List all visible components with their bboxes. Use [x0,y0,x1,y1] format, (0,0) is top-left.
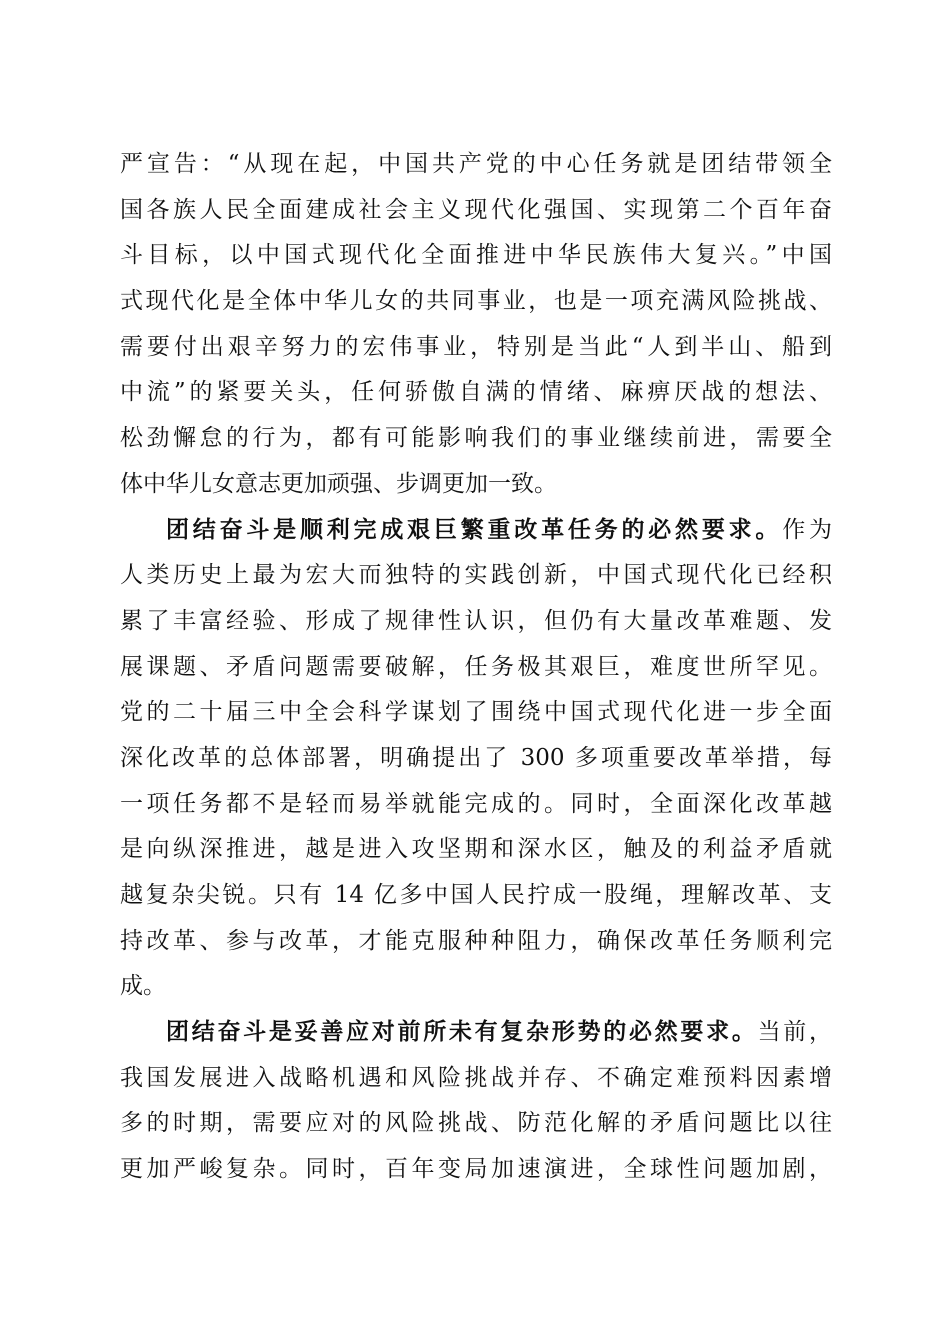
text-line: 越复杂尖锐。只有 14 亿多中国人民拧成一股绳，理解改革、支 [120,882,832,908]
text-line: 深化改革的总体部署，明确提出了 300 多项重要改革举措，每 [120,744,832,771]
text-line: 展课题、矛盾问题需要破解，任务极其艰巨，难度世所罕见。 [120,653,832,680]
text-line: 多的时期，需要应对的风险挑战、防范化解的矛盾问题比以往 [120,1110,832,1137]
paragraph-first-line [120,1010,832,1056]
text-line: 持改革、参与改革，才能克服种种阻力，确保改革任务顺利完 [120,927,832,954]
paragraph-1 [120,142,832,508]
text-line: 党的二十届三中全会科学谋划了围绕中国式现代化进一步全面 [120,699,832,726]
text-run: 作为 [782,516,833,543]
paragraph-heading: 团结奋斗是顺利完成艰巨繁重改革任务的必然要求。 [166,516,783,543]
text-line: 松劲懈怠的行为，都有可能影响我们的事业继续前进，需要全 [120,425,832,452]
text-line: 成。 [120,973,166,1000]
text-line: 累了丰富经验、形成了规律性认识，但仍有大量改革难题、发 [120,607,832,634]
text-line: 是向纵深推进，越是进入攻坚期和深水区，触及的利益矛盾就 [120,836,832,863]
text-line: 更加严峻复杂。同时，百年变局加速演进，全球性问题加剧， [120,1156,832,1183]
text-line: 一项任务都不是轻而易举就能完成的。同时，全面深化改革越 [120,790,832,817]
paragraph-2 [120,508,832,1011]
text-line: 式现代化是全体中华儿女的共同事业，也是一项充满风险挑战、 [120,288,832,315]
text-line: 斗目标，以中国式现代化全面推进中华民族伟大复兴。”中国 [120,242,832,269]
text-line: 人类历史上最为宏大而独特的实践创新，中国式现代化已经积 [120,562,832,589]
paragraph-heading: 团结奋斗是妥善应对前所未有复杂形势的必然要求。 [166,1019,758,1046]
text-line: 我国发展进入战略机遇和风险挑战并存、不确定难预料因素增 [120,1064,832,1091]
paragraph-3 [120,1010,832,1193]
text-line: 体中华儿女意志更加顽强、步调更加一致。 [120,470,557,497]
text-line: 国各族人民全面建成社会主义现代化强国、实现第二个百年奋 [120,196,832,223]
text-line: 需要付出艰辛努力的宏伟事业，特别是当此“人到半山、船到 [120,333,832,360]
text-line: 严宣告：“从现在起，中国共产党的中心任务就是团结带领全 [120,151,832,177]
text-line: 中流”的紧要关头，任何骄傲自满的情绪、麻痹厌战的想法、 [120,379,832,406]
paragraph-first-line [120,508,832,554]
body-text [120,142,832,1193]
text-run: 当前， [757,1019,833,1046]
